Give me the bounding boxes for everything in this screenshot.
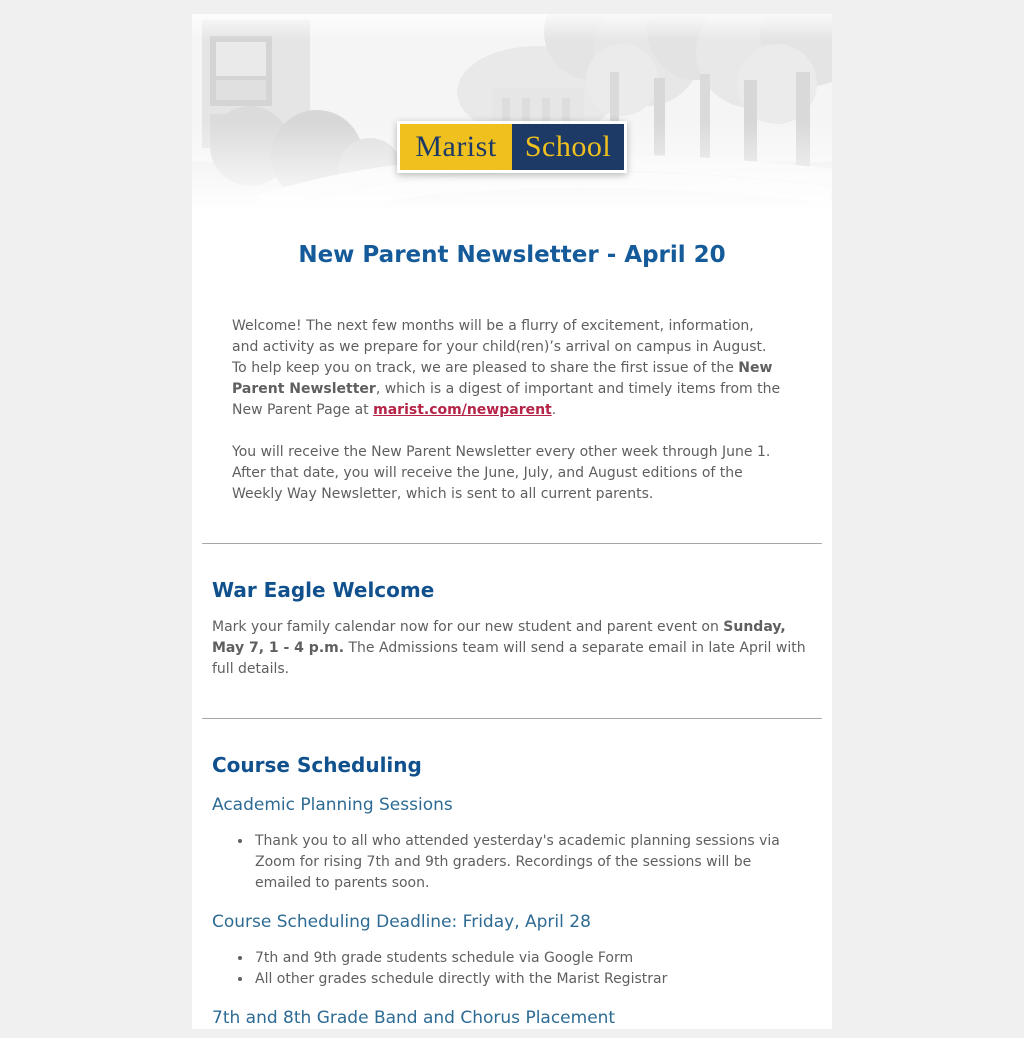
intro-p1-text-3: . (551, 402, 557, 418)
list-item: • All other grades schedule directly with the Marist Registrar (253, 969, 810, 990)
intro-p1-text-2: , which is a digest of important and timely items from the New Parent Page at (232, 381, 781, 418)
academic-planning-bullet-list (212, 831, 810, 894)
scheduling-deadline-bullet-list (212, 948, 810, 990)
section-divider (202, 543, 822, 544)
war-eagle-welcome-section (192, 578, 832, 680)
page-background (0, 14, 1024, 1038)
list-item: • 7th and 9th grade students schedule via Google Form (253, 948, 810, 969)
newsletter-title: New Parent Newsletter - April 20 (298, 242, 726, 268)
section-divider (202, 718, 822, 719)
email-body (192, 14, 832, 1029)
academic-planning-sessions-subheading: Academic Planning Sessions (212, 795, 453, 815)
course-scheduling-section (192, 753, 832, 1029)
campus-photo (192, 14, 832, 212)
logo-marist-wordmark: Marist (400, 124, 512, 170)
intro-block (192, 316, 832, 505)
war-eagle-text-2: The Admissions team will send a separate email in late April with full details. (212, 640, 806, 677)
intro-paragraph-2: You will receive the New Parent Newsletter every other week through June 1. After that date, you will receive the June, July, and August editions of the Weekly Way Newsletter, which is sent to all current parents. (232, 444, 771, 502)
course-scheduling-heading: Course Scheduling (212, 753, 422, 777)
logo-school-wordmark: School (512, 124, 624, 170)
newparent-page-link[interactable]: marist.com/newparent (373, 402, 552, 418)
intro-paragraph-1 (232, 316, 784, 421)
war-eagle-event-datetime: Sunday, May 7, 1 - 4 p.m. (212, 619, 786, 656)
intro-p1-bold: New Parent Newsletter (232, 360, 773, 397)
marist-school-logo[interactable] (397, 121, 627, 173)
war-eagle-paragraph (212, 617, 810, 680)
list-item: • Thank you to all who attended yesterday's academic planning sessions via Zoom for rising 7th and 9th graders. Recordings of the sessions will be emailed to parents soon. (253, 831, 810, 894)
war-eagle-welcome-heading: War Eagle Welcome (212, 578, 435, 602)
intro-p1-text-1: Welcome! The next few months will be a flurry of excitement, information, and activity as we prepare for your child(ren)’s arrival on campus in August. To help keep you on track, we are pleased to share the first issue of the (232, 318, 767, 376)
scheduling-deadline-subheading: Course Scheduling Deadline: Friday, April 28 (212, 912, 591, 932)
header-image (192, 14, 832, 212)
band-chorus-placement-subheading: 7th and 8th Grade Band and Chorus Placement (212, 1008, 616, 1028)
war-eagle-text-1: Mark your family calendar now for our new student and parent event on (212, 619, 724, 635)
